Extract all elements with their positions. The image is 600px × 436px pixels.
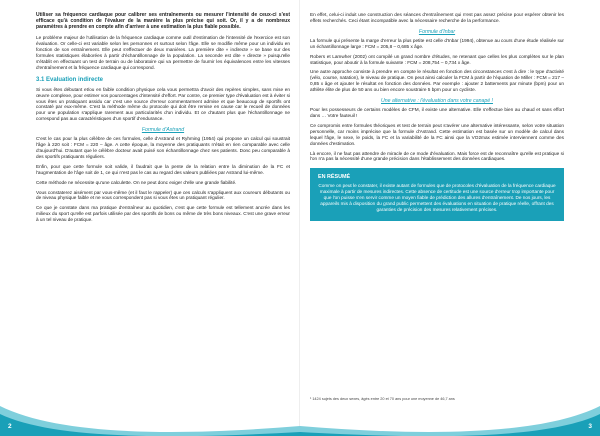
summary-box <box>310 168 564 221</box>
paragraph: Cette méthode ne nécessite qu'une calculette. On ne peut donc exiger d'elle une grande fiabilité. <box>36 179 237 185</box>
subsection-title: Formule d'Astrand <box>141 127 185 134</box>
paragraph: Là encore, il ne faut pas attendre de miracle de ce mode d'évaluation. Mais force est de reconnaître qu'elle est pratique si l'on n'a pas la nécessité d'une grande précision dans l'établissement des données cardiaques. <box>310 150 564 162</box>
right-page <box>300 0 600 436</box>
paragraph: En effet, celui-ci induit une construction des séances d'entraînement qui n'est pas assez précise pour espérer obtenir les effets recherchés. Ceci étant incompatible avec la nécessaire recherche de la performance. <box>310 12 564 23</box>
paragraph: Une autre approche consiste à prendre en compte le résultat en fonction des circonstances c'est à dire : le type d'activité (vélo, course, natation), le niveau de pratique. On peut ainsi calculer la FCM à partir de l'équation de Miller : FCM = 217 – 0,85 x âge et ajouter le résultat en fonction des données. Par exemple : ajouter 2 battements par minute (bpm) pour un athlète élite de plus de 50 ans ou bien encore soustraire 5 bpm pour un cycliste. <box>310 69 564 93</box>
footnote: ¹ 1424 sujets des deux sexes, âgés entre 20 et 70 ans pour une moyenne de 46,7 ans <box>310 397 455 402</box>
paragraph: Vous constaterez aisément par vous-même (et il faut le rappeler) que ces calculs s'appliquent aux coureurs débutants ou de niveau physique faible et ne vous correspondent pas si vous êtes un pratiquant régulier. <box>36 189 290 201</box>
summary-text: Comme on peut le constater, il existe autant de formules que de protocoles d'évaluation de la fréquence cardiaque maximale à partir de mesures indirectes. Cette absence de certitude est une source d'erreur trop importante pour que l'on puisse s'en servir comme un moyen fiable de prédiction des allures d'entraînement. De nos jours, les appareils mis à disposition du grand public permettent des évaluations en situation de pratique réelle, offrant des garanties de précision des mesures relativement précises. <box>318 183 556 212</box>
paragraph: Enfin, pour que cette formule soit valide, il faudrait que la pente de la relation entre la diminution de la FC et l'augmentation de l'âge soit de 1, ce qui n'est pas le cas au regard des valeurs publiées par Astrand lui-même. <box>36 163 290 175</box>
paragraph: La formule qui présente la marge d'erreur la plus petite est celle d'Inbar (1994), obtenue au cours d'une étude réalisée sur un échantillonnage large : FCM = 205,8 – 0,685 x âge. <box>310 37 564 49</box>
paragraph: Ce que je constate dans ma pratique d'entraîneur au quotidien, c'est que cette formule est tellement ancrée dans les milieux du sport qu'elle est parfois utilisée par des sportifs de bons ou même de très bons niveaux. C'est une grave erreur à un tel niveau de pratique. <box>36 205 290 223</box>
left-footer-wave-graphic <box>0 396 300 436</box>
page-number-right: 3 <box>588 423 592 430</box>
subsection-title: Formule d'Inbar <box>418 28 456 35</box>
paragraph: C'est le cas pour la plus célèbre de ces formules, celle d'Astrand et Ryhming (1954) qui propose un calcul qui soustrait l'âge à 220 soit : FCM = 220 – âge. A cette époque, la moyenne des pratiquants n'était en rien comparable avec celle d'aujourd'hui. D'autant que le célèbre docteur avait puisé son échantillonnage chez ses patients. Donc peu comparable à des sportifs pratiquants réguliers. <box>36 136 290 159</box>
summary-title: EN RÉSUMÉ <box>318 174 351 181</box>
subsection-title: Une alternative : l'évaluation dans votre canapé ! <box>380 98 493 105</box>
paragraph: Le problème majeur de l'utilisation de la fréquence cardiaque comme outil d'estimation de l'intensité de l'exercice est son évaluation. Or celle-ci est variable selon les personnes et surtout selon l'âge. Elle se modifie même pour un individu en fonction de son entraînement. Elle peut s'effectuer de deux manières. La première dite « indirecte » se base sur des formules statistiques élaborées à partir d'échantillonnage de la population. La seconde est dite « directe » puisqu'elle s'établit en effectuant un test de terrain ou de laboratoire qui va permettre de fournir les équivalences entre les vitesses d'entraînement et la fréquence cardiaque qui correspond. <box>36 35 290 70</box>
paragraph: Ce compromis entre formules théoriques et test de terrain peut s'avérer une alternative intéressante, selon votre situation personnelle, car moins imprécise que la formule d'Astrand. Cette estimation est basée sur un modèle de calcul dans lequel l'âge, le sexe, le poids, la FC et la variabilité de la FC ainsi que la VO2max estimée interviennent comme des données d'estimation. <box>310 122 564 146</box>
paragraph: Pour les possesseurs de certains modèles de CFM, il existe une alternative. Elle s'effectue bien au chaud et sans effort dans … Votre fauteuil ! <box>310 107 564 118</box>
page-number-left: 2 <box>8 423 12 430</box>
intro-paragraph: Utiliser sa fréquence cardiaque pour calibrer ses entraînements ou mesurer l'intensité de ceux-ci s'est efficace qu'à condition de l'évaluer de la manière la plus précise qui soit. Or, il y a de nombreux paramètres à prendre en compte afin d'arriver à une estimation la plus fiable possible. <box>36 12 290 31</box>
right-footer-wave-graphic <box>300 396 600 436</box>
paragraph: Si vous êtes débutant et/ou en faible condition physique cela vous permettra d'avoir des repères simples, sans mise en œuvre complexe, pour estimer vos pourcentages d'intensité d'effort. Par contre, ce premier type d'évaluation est à éviter si vous êtes un pratiquant assidu car c'est une source d'erreur commentarment admise et que beaucoup de sportifs ont constaté par eux-même. C'est la méthode même du protocole qui doit être remise en cause car le recueil de données pour une population s'applique rarement aux particularités d'un individu. Et ce d'autant plus que l'échantillonnage ne correspond pas aux caractéristiques d'un sportif d'endurance. <box>36 86 290 122</box>
paragraph: Robers et Lamwher (2002) ont compilé un grand nombre d'études, ne retenant que celles les plus complètes sur le plan statistique, pour aboutir à la formule suivante : FCM = 208,754 – 0,734 x âge. <box>310 53 564 65</box>
section-title: 3.1 Evaluation indirecte <box>36 76 104 83</box>
